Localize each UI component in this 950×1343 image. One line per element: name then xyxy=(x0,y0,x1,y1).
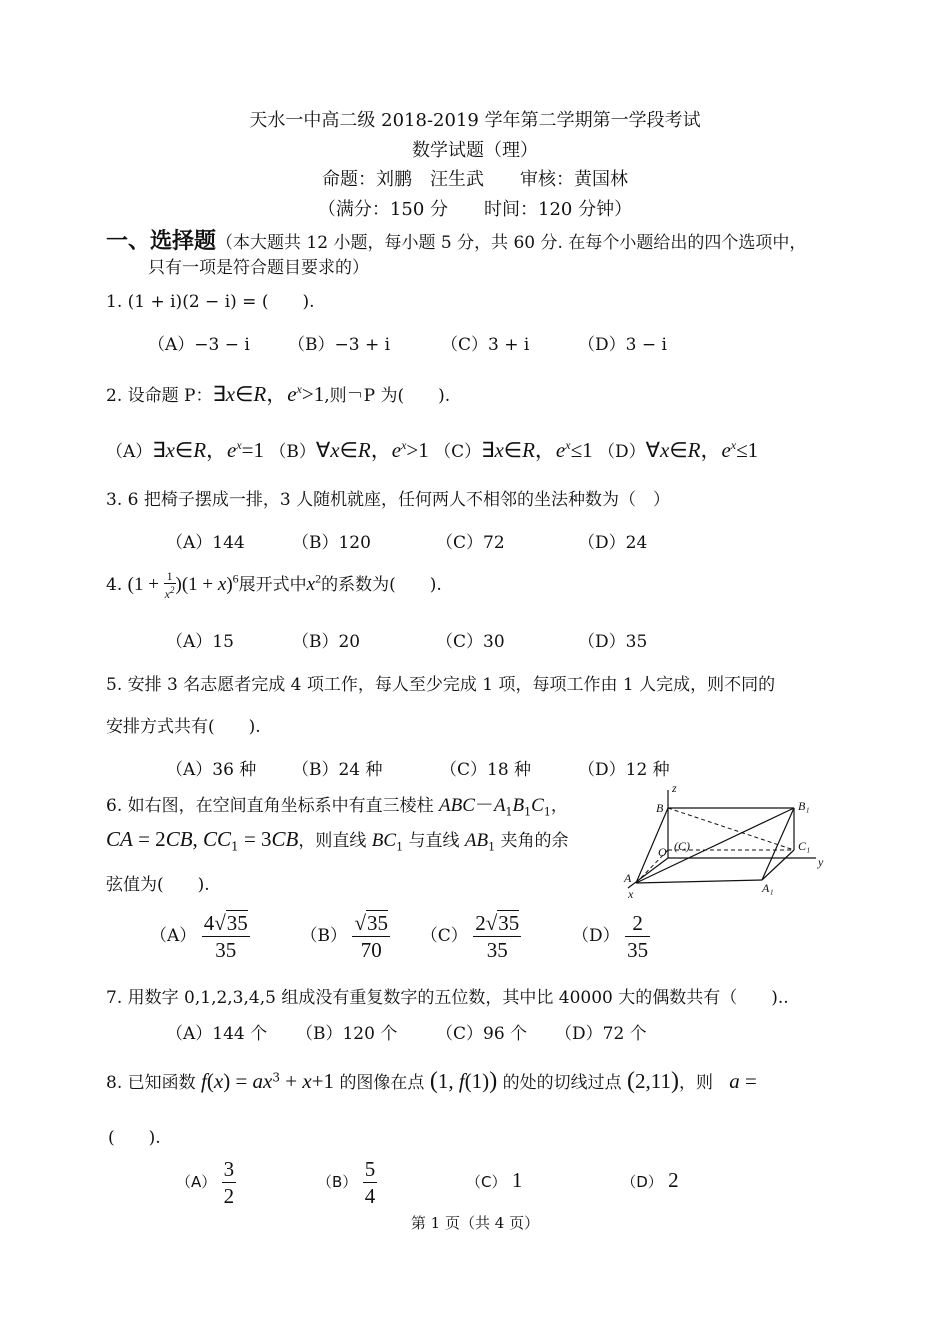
question-3-option-a: （A）144 xyxy=(166,533,245,553)
question-6-text-4: 夹角的余 xyxy=(500,831,569,851)
question-4-suffix-2: 的系数为( ). xyxy=(321,575,442,595)
question-7-stem: 7. 用数字 0,1,2,3,4,5 组成没有重复数字的五位数，其中比 40000 大的偶数共有（ ).. xyxy=(106,988,789,1008)
figure-label-a: A xyxy=(624,871,632,885)
question-6-option-d-value: $\frac{2}{35}$ xyxy=(627,911,649,962)
question-7-option-b: （B）120 个 xyxy=(296,1024,398,1044)
question-8-line-1: 8. 已知函数 $f(x) = ax^3 + x+1$ 的图像在点 (1, f(1)) 的处的切线过点 (2,11)，则 a = xyxy=(106,1068,757,1094)
question-1-option-a: （A）−3 − i xyxy=(148,335,250,355)
question-2-option-c-label: （C） xyxy=(434,442,482,462)
question-3-option-c: （C）72 xyxy=(436,533,505,553)
question-5-option-a: （A）36 种 xyxy=(166,760,257,780)
figure-label-b1: B₁ xyxy=(798,799,810,813)
question-4-option-d: （D）35 xyxy=(578,632,648,652)
question-6-option-b-label: （B） xyxy=(300,926,348,946)
exam-meta: （满分：150 分 时间：120 分钟） xyxy=(317,199,633,220)
question-8-text-mid-2: 的处的切线过点 xyxy=(502,1073,622,1093)
question-8-option-c-value: 1 xyxy=(511,1168,523,1192)
question-4-suffix: 展开式中 xyxy=(238,575,307,595)
question-4-number: 4. xyxy=(106,575,128,595)
question-6-option-c-label: （C） xyxy=(420,926,468,946)
question-8-options xyxy=(176,1156,679,1209)
question-8-option-b-label: （B） xyxy=(316,1173,358,1191)
question-5-line-2: 安排方式共有( ). xyxy=(106,717,261,737)
question-2-option-d-label: （D） xyxy=(598,442,646,462)
question-8-text-end: ，则 xyxy=(678,1073,713,1093)
question-4-option-c: （C）30 xyxy=(436,632,505,652)
question-6-option-c-value: $\frac{2√35}{35}$ xyxy=(475,911,520,962)
question-7-option-a: （A）144 个 xyxy=(166,1024,268,1044)
exam-authors: 命题：刘鹏 汪生武 审核：黄国林 xyxy=(322,169,628,190)
question-6-line-3: 弦值为( ). xyxy=(106,875,210,895)
question-8-text-mid: 的图像在点 xyxy=(339,1073,425,1093)
question-6-option-b-value: $\frac{√35}{70}$ xyxy=(354,911,388,962)
question-6-text-2: ，则直线 xyxy=(298,831,367,851)
question-1-option-c: （C）3 + i xyxy=(441,335,530,355)
question-6-options xyxy=(150,910,650,963)
question-7-option-d: （D）72 个 xyxy=(555,1024,647,1044)
question-3-stem: 3. 6 把椅子摆成一排，3 人随机就座，任何两人不相邻的坐法种数为（ ） xyxy=(106,490,671,510)
figure-label-z: z xyxy=(672,781,677,795)
question-8-option-d-label: （D） xyxy=(621,1173,663,1191)
question-8-option-a-label: （A） xyxy=(176,1173,217,1191)
prism-figure xyxy=(618,780,830,900)
question-2-stem: 2. 设命题 P：∃x∈R，$e^x>1$,则￢P 为( ). xyxy=(106,382,451,406)
question-6-line-1: 6. 如右图，在空间直角坐标系中有直三棱柱 $ABC-A_1B_1C_1$， xyxy=(106,795,568,819)
question-5-line-1: 5. 安排 3 名志愿者完成 4 项工作，每人至少完成 1 项，每项工作由 1 人完成，则不同的 xyxy=(106,675,776,695)
question-4-stem: 4. (1 + $\frac{1}{x^2}$ )$(1 + x)^6$展开式中$x^2$的系数为( ). xyxy=(106,569,442,601)
question-6-line-2: CA = 2CB, $CC_1 = 3CB$，则直线 $BC_1$ 与直线 $AB_1$ 夹角的余 xyxy=(106,827,569,854)
exam-subtitle: 数学试题（理） xyxy=(412,140,538,161)
figure-label-x: x xyxy=(628,887,634,900)
figure-label-c: (C) xyxy=(674,839,690,853)
figure-label-y: y xyxy=(818,855,824,869)
question-8-line-2: ( ). xyxy=(108,1128,161,1148)
question-5-option-b: （B）24 种 xyxy=(292,760,383,780)
question-2-number: 2. 设命题 P： xyxy=(106,386,213,406)
question-6-option-d-label: （D） xyxy=(572,926,620,946)
figure-label-o: O xyxy=(658,845,667,859)
section-description-2: 只有一项是符合题目要求的） xyxy=(148,258,369,278)
question-8-option-a-value: $\frac{3}{2}$ xyxy=(223,1157,235,1208)
question-4-option-a: （A）15 xyxy=(166,632,234,652)
exam-title: 天水一中高二级 2018-2019 学年第二学期第一学段考试 xyxy=(249,110,701,131)
section-description: （本大题共 12 小题，每小题 5 分，共 60 分. 在每个小题给出的四个选项中， xyxy=(216,233,807,253)
section-heading: 一、选择题 xyxy=(106,228,217,254)
question-7-option-c: （C）96 个 xyxy=(436,1024,528,1044)
question-2-option-a-label: （A） xyxy=(106,442,153,462)
section-heading-line xyxy=(106,224,806,255)
question-1-option-b: （B）−3 + i xyxy=(288,335,391,355)
question-8-option-d-value: 2 xyxy=(668,1168,679,1192)
question-6-option-a-value: $\frac{4√35}{35}$ xyxy=(203,911,248,962)
question-6-text-3: 与直线 xyxy=(408,831,460,851)
question-2-suffix: ,则￢P 为( ). xyxy=(324,386,451,406)
question-2-option-b-label: （B） xyxy=(269,442,316,462)
question-5-option-d: （D）12 种 xyxy=(578,760,670,780)
question-8-option-c-label: （C） xyxy=(466,1173,507,1191)
question-2-options: （A）∃x∈R，$e^x=1$ （B）∀x∈R，$e^x>1$ （C）∃x∈R，$e^x\le 1$ （D）∀x∈R，$e^x\le 1$ xyxy=(106,438,759,462)
figure-label-a1: A₁ xyxy=(762,881,774,895)
question-8-option-b-value: $\frac{5}{4}$ xyxy=(364,1157,376,1208)
question-4-option-b: （B）20 xyxy=(292,632,361,652)
question-6-text-1: 6. 如右图，在空间直角坐标系中有直三棱柱 xyxy=(106,796,434,816)
question-3-option-d: （D）24 xyxy=(578,533,648,553)
question-1-option-d: （D）3 − i xyxy=(578,335,667,355)
question-8-number: 8. 已知函数 xyxy=(106,1073,196,1093)
page-number: 第 1 页（共 4 页） xyxy=(410,1214,540,1232)
question-1-stem: 1. (1 + i)(2 − i) = ( ). xyxy=(106,292,315,312)
figure-label-b: B xyxy=(656,801,664,815)
figure-label-c1: C₁ xyxy=(798,839,811,853)
question-6-option-a-label: （A） xyxy=(150,926,197,946)
question-3-option-b: （B）120 xyxy=(292,533,371,553)
question-5-option-c: （C）18 种 xyxy=(440,760,532,780)
